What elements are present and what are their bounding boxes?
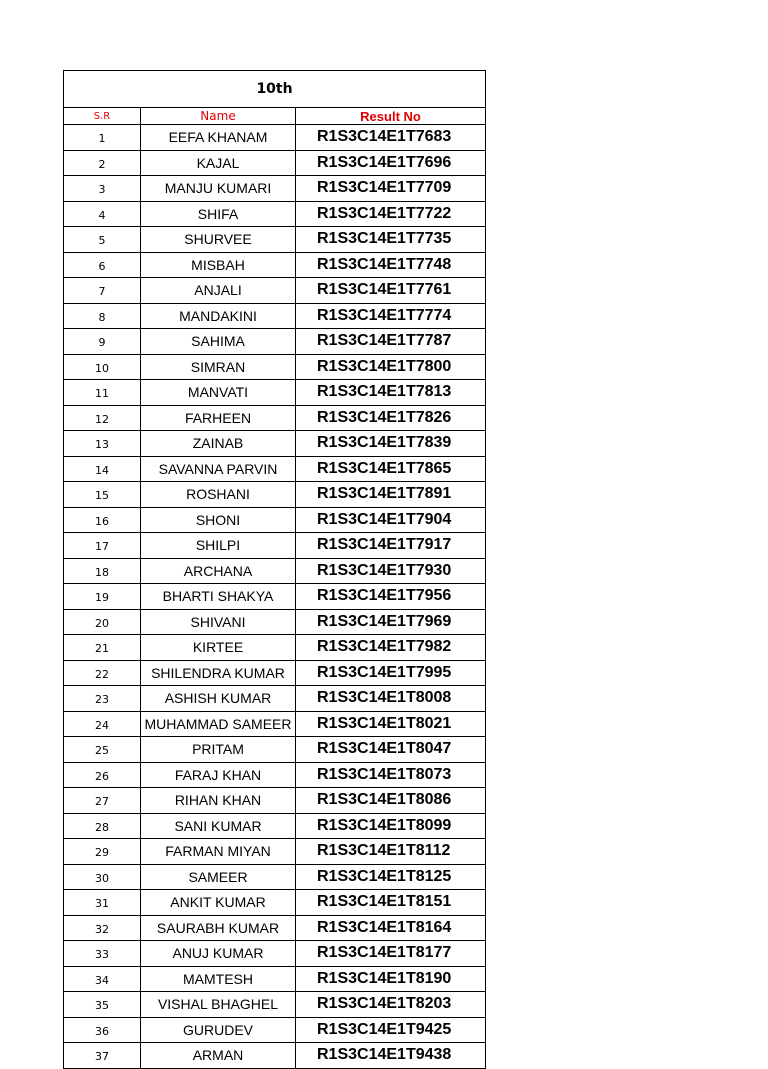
table-row [64,635,486,661]
row-result-cell: R1S3C14E1T7800 [296,354,486,380]
table-row [64,941,486,967]
row-sr-cell: 34 [64,966,141,992]
row-name-cell: SIMRAN [141,354,296,380]
row-sr-cell: 24 [64,711,141,737]
row-name-cell: FARHEEN [141,405,296,431]
table-row [64,686,486,712]
table-row [64,839,486,865]
row-result-cell: R1S3C14E1T7969 [296,609,486,635]
row-result-cell: R1S3C14E1T8099 [296,813,486,839]
table-row [64,329,486,355]
row-name-cell: MANJU KUMARI [141,176,296,202]
table-row [64,507,486,533]
header-sr: S.R [64,108,141,125]
row-sr-cell: 15 [64,482,141,508]
header-result: Result No [296,108,486,125]
row-sr-cell: 37 [64,1043,141,1069]
title-row [64,71,486,108]
row-name-cell: SHIVANI [141,609,296,635]
table-row [64,558,486,584]
table-row [64,864,486,890]
table-body [64,125,486,1069]
table-row [64,915,486,941]
header-name: Name [141,108,296,125]
row-sr-cell: 22 [64,660,141,686]
row-result-cell: R1S3C14E1T7956 [296,584,486,610]
row-sr-cell: 27 [64,788,141,814]
table-row [64,354,486,380]
row-result-cell: R1S3C14E1T7683 [296,125,486,151]
table-row [64,150,486,176]
row-result-cell: R1S3C14E1T7865 [296,456,486,482]
row-name-cell: KIRTEE [141,635,296,661]
table-row [64,405,486,431]
row-result-cell: R1S3C14E1T8021 [296,711,486,737]
row-result-cell: R1S3C14E1T7995 [296,660,486,686]
row-result-cell: R1S3C14E1T8125 [296,864,486,890]
row-name-cell: MISBAH [141,252,296,278]
row-result-cell: R1S3C14E1T7891 [296,482,486,508]
row-result-cell: R1S3C14E1T7722 [296,201,486,227]
row-sr-cell: 17 [64,533,141,559]
table-row [64,201,486,227]
row-sr-cell: 1 [64,125,141,151]
row-name-cell: SHIFA [141,201,296,227]
table-row [64,966,486,992]
row-sr-cell: 11 [64,380,141,406]
table-row [64,762,486,788]
row-result-cell: R1S3C14E1T8177 [296,941,486,967]
row-name-cell: SHURVEE [141,227,296,253]
table-row [64,609,486,635]
table-row [64,482,486,508]
row-result-cell: R1S3C14E1T8086 [296,788,486,814]
row-sr-cell: 2 [64,150,141,176]
row-result-cell: R1S3C14E1T7917 [296,533,486,559]
row-sr-cell: 23 [64,686,141,712]
row-name-cell: SHILENDRA KUMAR [141,660,296,686]
results-table [63,70,486,1069]
row-name-cell: MANDAKINI [141,303,296,329]
row-result-cell: R1S3C14E1T7813 [296,380,486,406]
row-sr-cell: 14 [64,456,141,482]
row-name-cell: SAURABH KUMAR [141,915,296,941]
row-result-cell: R1S3C14E1T7930 [296,558,486,584]
row-sr-cell: 16 [64,507,141,533]
row-name-cell: SAHIMA [141,329,296,355]
row-name-cell: MUHAMMAD SAMEER [141,711,296,737]
row-sr-cell: 10 [64,354,141,380]
row-sr-cell: 29 [64,839,141,865]
table-row [64,533,486,559]
row-sr-cell: 3 [64,176,141,202]
row-result-cell: R1S3C14E1T7982 [296,635,486,661]
row-result-cell: R1S3C14E1T7904 [296,507,486,533]
table-title: 10th [64,71,486,108]
row-sr-cell: 28 [64,813,141,839]
table-row [64,431,486,457]
row-result-cell: R1S3C14E1T7748 [296,252,486,278]
table-row [64,737,486,763]
row-name-cell: EEFA KHANAM [141,125,296,151]
table-row [64,227,486,253]
table-row [64,456,486,482]
row-sr-cell: 12 [64,405,141,431]
row-name-cell: SHONI [141,507,296,533]
row-sr-cell: 32 [64,915,141,941]
row-name-cell: KAJAL [141,150,296,176]
row-name-cell: VISHAL BHAGHEL [141,992,296,1018]
row-sr-cell: 35 [64,992,141,1018]
table-row [64,380,486,406]
table-row [64,660,486,686]
row-name-cell: ANUJ KUMAR [141,941,296,967]
table-row [64,1043,486,1069]
table-row [64,890,486,916]
row-result-cell: R1S3C14E1T7787 [296,329,486,355]
table-row [64,1017,486,1043]
row-name-cell: SHILPI [141,533,296,559]
table-row [64,992,486,1018]
row-sr-cell: 19 [64,584,141,610]
row-name-cell: ANJALI [141,278,296,304]
row-name-cell: ANKIT KUMAR [141,890,296,916]
row-sr-cell: 20 [64,609,141,635]
row-sr-cell: 30 [64,864,141,890]
row-sr-cell: 36 [64,1017,141,1043]
row-result-cell: R1S3C14E1T8073 [296,762,486,788]
row-sr-cell: 33 [64,941,141,967]
header-row [64,108,486,125]
row-name-cell: SAMEER [141,864,296,890]
row-name-cell: PRITAM [141,737,296,763]
row-name-cell: ARMAN [141,1043,296,1069]
row-result-cell: R1S3C14E1T9425 [296,1017,486,1043]
row-result-cell: R1S3C14E1T8203 [296,992,486,1018]
row-name-cell: ZAINAB [141,431,296,457]
row-sr-cell: 5 [64,227,141,253]
row-name-cell: ASHISH KUMAR [141,686,296,712]
table-row [64,813,486,839]
row-result-cell: R1S3C14E1T8151 [296,890,486,916]
row-name-cell: ARCHANA [141,558,296,584]
row-result-cell: R1S3C14E1T7774 [296,303,486,329]
row-result-cell: R1S3C14E1T7826 [296,405,486,431]
table-row [64,711,486,737]
row-name-cell: ROSHANI [141,482,296,508]
table-row [64,125,486,151]
row-sr-cell: 26 [64,762,141,788]
row-sr-cell: 4 [64,201,141,227]
row-name-cell: RIHAN KHAN [141,788,296,814]
row-name-cell: FARAJ KHAN [141,762,296,788]
row-sr-cell: 6 [64,252,141,278]
row-result-cell: R1S3C14E1T8008 [296,686,486,712]
row-result-cell: R1S3C14E1T7761 [296,278,486,304]
row-name-cell: SANI KUMAR [141,813,296,839]
row-sr-cell: 21 [64,635,141,661]
table-row [64,176,486,202]
table-row [64,252,486,278]
row-result-cell: R1S3C14E1T7735 [296,227,486,253]
row-result-cell: R1S3C14E1T7839 [296,431,486,457]
row-result-cell: R1S3C14E1T8190 [296,966,486,992]
table-row [64,278,486,304]
table-row [64,303,486,329]
table-row [64,788,486,814]
row-name-cell: GURUDEV [141,1017,296,1043]
row-sr-cell: 9 [64,329,141,355]
row-result-cell: R1S3C14E1T9438 [296,1043,486,1069]
table-row [64,584,486,610]
row-name-cell: FARMAN MIYAN [141,839,296,865]
row-result-cell: R1S3C14E1T7709 [296,176,486,202]
row-sr-cell: 18 [64,558,141,584]
row-result-cell: R1S3C14E1T8112 [296,839,486,865]
row-name-cell: MAMTESH [141,966,296,992]
row-sr-cell: 31 [64,890,141,916]
row-sr-cell: 13 [64,431,141,457]
row-name-cell: MANVATI [141,380,296,406]
row-result-cell: R1S3C14E1T7696 [296,150,486,176]
row-sr-cell: 25 [64,737,141,763]
row-sr-cell: 7 [64,278,141,304]
row-sr-cell: 8 [64,303,141,329]
row-result-cell: R1S3C14E1T8047 [296,737,486,763]
row-name-cell: BHARTI SHAKYA [141,584,296,610]
row-name-cell: SAVANNA PARVIN [141,456,296,482]
row-result-cell: R1S3C14E1T8164 [296,915,486,941]
